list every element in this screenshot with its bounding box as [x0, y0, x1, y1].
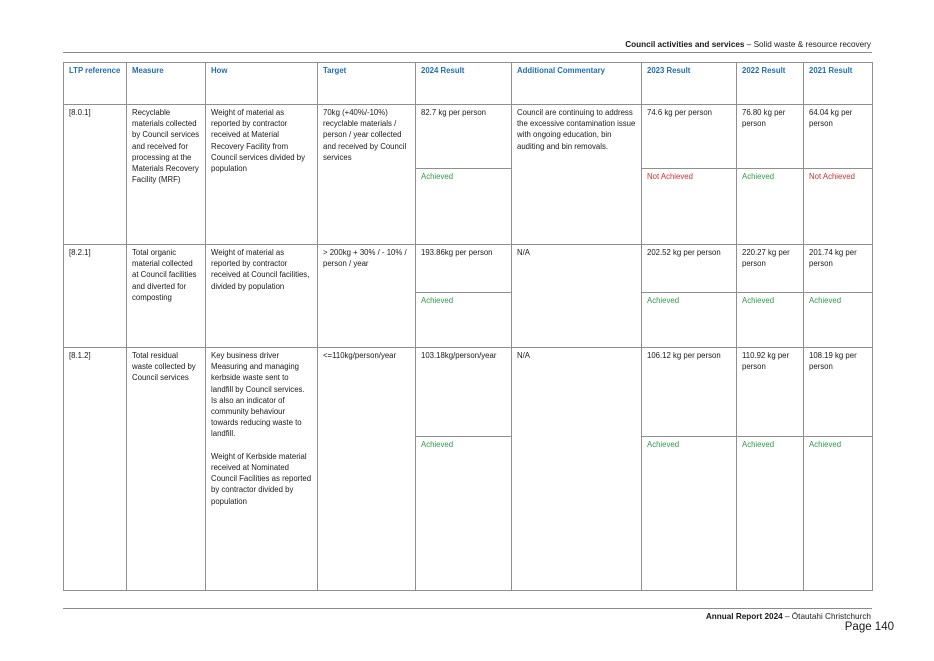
result-2021-cell: 108.19 kg per person — [804, 348, 873, 437]
how-cell: Weight of material as reported by contractor received at Council facilities, divided by population — [206, 245, 318, 348]
status-2021-cell: Achieved — [804, 437, 873, 591]
measure-cell: Recyclable materials collected by Council services and received for processing at the Materials Recovery Facility (MRF) — [127, 105, 206, 245]
col-header-2022-result: 2022 Result — [737, 63, 804, 105]
col-header-how: How — [206, 63, 318, 105]
col-header-2024-result: 2024 Result — [416, 63, 512, 105]
section-subtitle: – Solid waste & resource recovery — [744, 40, 871, 49]
result-2021-cell: 64.04 kg per person — [804, 105, 873, 169]
result-2021-cell: 201.74 kg per person — [804, 245, 873, 293]
target-cell: <=110kg/person/year — [318, 348, 416, 591]
target-cell: > 200kg + 30% / - 10% / person / year — [318, 245, 416, 348]
running-header — [625, 40, 871, 49]
running-footer — [706, 612, 871, 621]
commentary-cell: Council are continuing to address the excessive contamination issue with ongoing education, bin auditing and bin removals. — [512, 105, 642, 245]
result-2022-cell: 76.80 kg per person — [737, 105, 804, 169]
footer-divider — [63, 608, 872, 609]
status-2022-cell: Achieved — [737, 437, 804, 591]
how-cell: Weight of material as reported by contractor received at Material Recovery Facility from Council services divided by population — [206, 105, 318, 245]
status-2024-cell: Achieved — [416, 293, 512, 348]
ltp-reference-cell: [8.1.2] — [64, 348, 127, 591]
status-2022-cell: Achieved — [737, 293, 804, 348]
col-header-2021-result: 2021 Result — [804, 63, 873, 105]
status-2023-cell: Achieved — [642, 437, 737, 591]
status-2023-cell: Not Achieved — [642, 169, 737, 245]
result-2024-cell: 193.86kg per person — [416, 245, 512, 293]
result-2024-cell: 103.18kg/person/year — [416, 348, 512, 437]
status-2021-cell: Achieved — [804, 293, 873, 348]
measure-cell: Total organic material collected at Council facilities and diverted for composting — [127, 245, 206, 348]
table-header-row — [64, 63, 873, 105]
performance-measures-table — [63, 62, 873, 591]
result-2022-cell: 110.92 kg per person — [737, 348, 804, 437]
report-location: – Ōtautahi Christchurch — [782, 612, 871, 621]
status-2021-cell: Not Achieved — [804, 169, 873, 245]
col-header-measure: Measure — [127, 63, 206, 105]
col-header-ltp-reference: LTP reference — [64, 63, 127, 105]
status-2023-cell: Achieved — [642, 293, 737, 348]
commentary-cell: N/A — [512, 348, 642, 591]
col-header-target: Target — [318, 63, 416, 105]
commentary-cell: N/A — [512, 245, 642, 348]
section-title: Council activities and services — [625, 40, 745, 49]
measure-cell: Total residual waste collected by Council services — [127, 348, 206, 591]
table-row — [64, 105, 873, 169]
result-2023-cell: 106.12 kg per person — [642, 348, 737, 437]
header-divider — [63, 52, 872, 53]
table-row — [64, 348, 873, 437]
status-2024-cell: Achieved — [416, 437, 512, 591]
col-header-commentary: Additional Commentary — [512, 63, 642, 105]
how-cell: Key business driver Measuring and managing kerbside waste sent to landfill by Council services. Is also an indicator of community behaviour towards reducing waste to landfill. Weight of Kerbside material received at Nominated Council Facilities as reported by contractor divided by population — [206, 348, 318, 591]
result-2024-cell: 82.7 kg per person — [416, 105, 512, 169]
result-2023-cell: 74.6 kg per person — [642, 105, 737, 169]
report-title: Annual Report 2024 — [705, 612, 783, 621]
status-2024-cell: Achieved — [416, 169, 512, 245]
table-row — [64, 245, 873, 293]
result-2022-cell: 220.27 kg per person — [737, 245, 804, 293]
ltp-reference-cell: [8.2.1] — [64, 245, 127, 348]
col-header-2023-result: 2023 Result — [642, 63, 737, 105]
status-2022-cell: Achieved — [737, 169, 804, 245]
ltp-reference-cell: [8.0.1] — [64, 105, 127, 245]
target-cell: 70kg (+40%/-10%) recyclable materials / person / year collected and received by Council services — [318, 105, 416, 245]
page-number: Page 140 — [844, 621, 894, 633]
result-2023-cell: 202.52 kg per person — [642, 245, 737, 293]
